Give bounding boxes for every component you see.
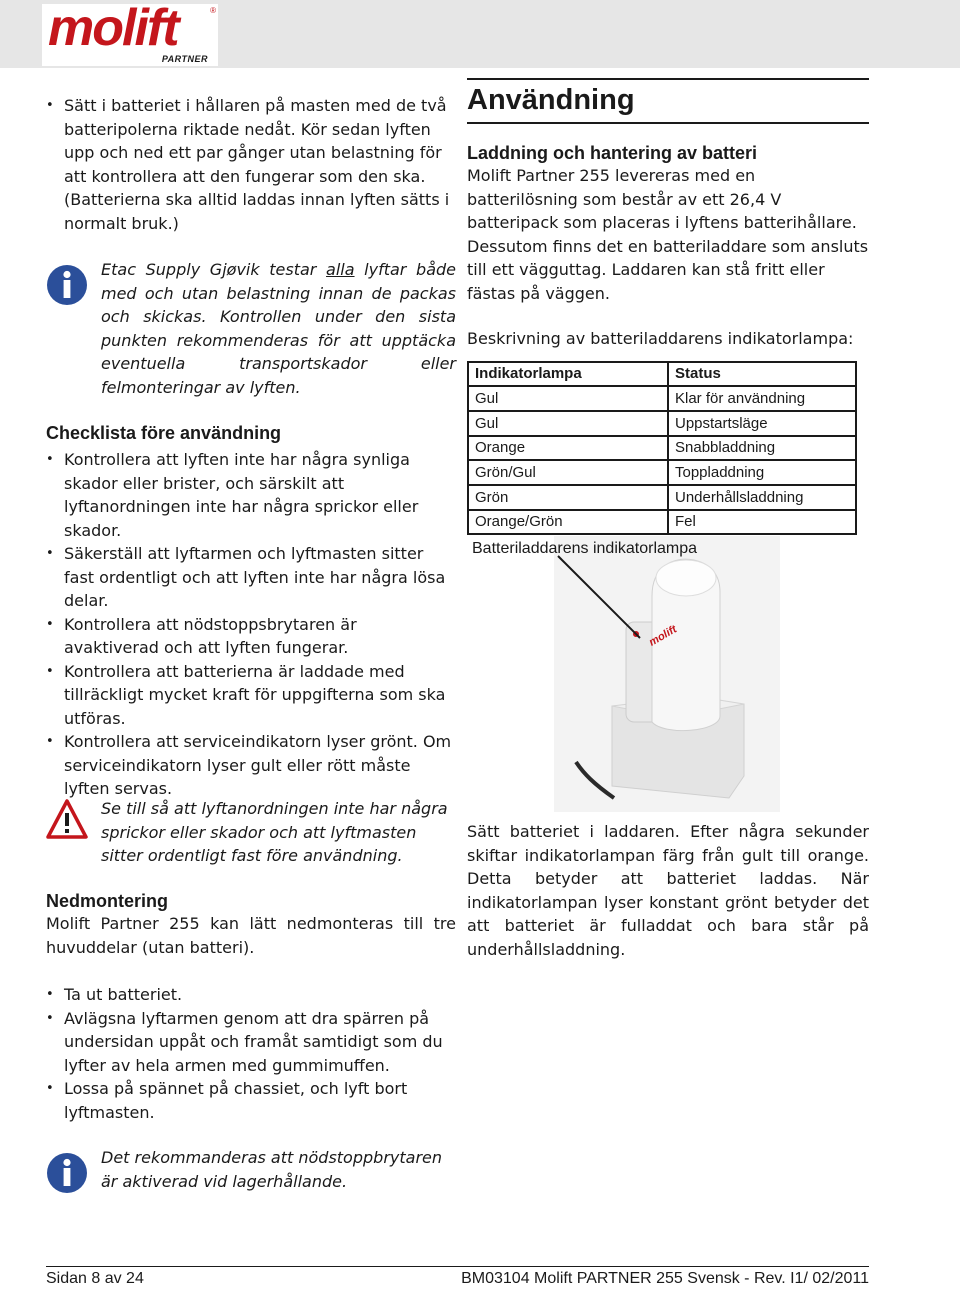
table-cell: Gul	[468, 411, 668, 436]
table-cell: Toppladdning	[668, 460, 856, 485]
checklist-section	[46, 423, 456, 801]
table-cell: Uppstartsläge	[668, 411, 856, 436]
table-row	[468, 460, 856, 485]
logo-wordmark: molift	[48, 0, 178, 57]
list-item: • Avlägsna lyftarmen genom att dra spärren på undersidan uppåt och framåt samtidigt som du lyfter av hela armen med gummimuffen.	[46, 1007, 456, 1078]
charging-title: Laddning och hantering av batteri	[467, 143, 758, 163]
list-item: • Lossa på spännet på chassiet, och lyft bort lyftmasten.	[46, 1077, 456, 1124]
table-cell: Gul	[468, 386, 668, 411]
section-rule-bottom	[467, 122, 869, 124]
table-row	[468, 436, 856, 461]
table-cell: Fel	[668, 510, 856, 535]
table-cell: Klar för användning	[668, 386, 856, 411]
footer-rule	[46, 1266, 869, 1267]
checklist-items	[46, 448, 456, 801]
table-row	[468, 485, 856, 510]
table-cell: Underhållsladdning	[668, 485, 856, 510]
info-note-storage	[46, 1146, 456, 1193]
list-item: • Kontrollera att lyften inte har några synliga skador eller brister, och särskilt att lyftanordningen inte har några sprickor eller skador.	[46, 448, 456, 542]
warning-note	[46, 797, 456, 868]
checklist-title: Checklista före användning	[46, 423, 282, 443]
column-header: Indikatorlampa	[468, 362, 668, 387]
section-rule-top	[467, 78, 869, 80]
photo-logo: molift	[647, 623, 679, 649]
list-item: • Kontrollera att nödstoppsbrytaren är avaktiverad och att lyften fungerar.	[46, 613, 456, 660]
document-reference: BM03104 Molift PARTNER 255 Svensk - Rev. I1/ 02/2011	[461, 1270, 869, 1287]
warning-icon	[46, 799, 88, 841]
table-intro: Beskrivning av batteriladdarens indikatorlampa:	[467, 329, 854, 348]
table-row	[468, 510, 856, 535]
charging-section	[467, 143, 869, 535]
logo-registered-mark: ®	[210, 6, 216, 15]
table-cell: Grön	[468, 485, 668, 510]
info-note-testing	[46, 258, 456, 399]
section-title: Användning	[467, 84, 635, 116]
emphasis-alla: alla	[326, 260, 355, 279]
column-header: Status	[668, 362, 856, 387]
dismount-title: Nedmontering	[46, 891, 169, 911]
intro-bullet-list	[46, 94, 456, 235]
list-item: • Kontrollera att serviceindikatorn lyser grönt. Om serviceindikatorn lyser gult eller rött måste lyften servas.	[46, 730, 456, 801]
indicator-table	[467, 361, 857, 536]
charging-text: Molift Partner 255 levereras med en batterilösning som består av ett 26,4 V batteripack som placeras i lyftens batterihållare. Dessutom finns det en batteriladdare som ansluts till ett vägguttag. Laddaren kan stå fritt eller fästas på väggen.	[467, 166, 869, 303]
molift-logo	[42, 0, 218, 66]
info-icon	[46, 1152, 88, 1194]
table-header-row	[468, 362, 856, 387]
logo-partner-label: PARTNER	[161, 54, 208, 64]
note-text: Det rekommanderas att nödstoppbrytaren är aktiverad vid lagerhållande.	[101, 1148, 442, 1191]
table-cell: Snabbladdning	[668, 436, 856, 461]
note-text: Etac Supply Gjøvik testar alla lyftar både med och utan belastning innan de packas och skickas. Kontrollen under den sista punkten rekommenderas för att upptäcka eventuella transportskador eller felmonteringar av lyften.	[101, 260, 456, 397]
photo-caption: Batteriladdarens indikatorlampa	[472, 540, 698, 557]
info-icon	[46, 264, 88, 306]
charging-instructions: Sätt batteriet i laddaren. Efter några sekunder skiftar indikatorlampan färg från gult till orange. Detta betyder att batteriet laddas. När indikatorlampan lyser konstant grönt betyder det att batteriet är fulladdat och bara står på underhållsladdning.	[467, 822, 869, 959]
dismount-section	[46, 891, 456, 1124]
warning-text: Se till så att lyftanordningen inte har några sprickor eller skador och att lyftmasten sitter ordentligt fast före användning.	[101, 799, 448, 865]
table-row	[468, 386, 856, 411]
table-cell: Orange/Grön	[468, 510, 668, 535]
table-cell: Orange	[468, 436, 668, 461]
dismount-steps	[46, 983, 456, 1124]
list-item: • Ta ut batteriet.	[46, 983, 456, 1007]
page-number: Sidan 8 av 24	[46, 1270, 144, 1287]
list-item: • Sätt i batteriet i hållaren på masten med de två batteripolerna riktade nedåt. Kör sedan lyften upp och ned ett par gånger utan belastning för att kontrollera att den fungerar som den ska. (Batterierna ska alltid laddas innan lyften sätts i normalt bruk.)	[46, 94, 456, 235]
table-row	[468, 411, 856, 436]
dismount-text: Molift Partner 255 kan lätt nedmonteras till tre huvuddelar (utan batteri).	[46, 914, 456, 957]
table-cell: Grön/Gul	[468, 460, 668, 485]
list-item: • Kontrollera att batterierna är laddade med tillräckligt mycket kraft för uppgifterna som ska utföras.	[46, 660, 456, 731]
list-item: • Säkerställ att lyftarmen och lyftmasten sitter fast ordentligt och att lyften inte har några lösa delar.	[46, 542, 456, 613]
